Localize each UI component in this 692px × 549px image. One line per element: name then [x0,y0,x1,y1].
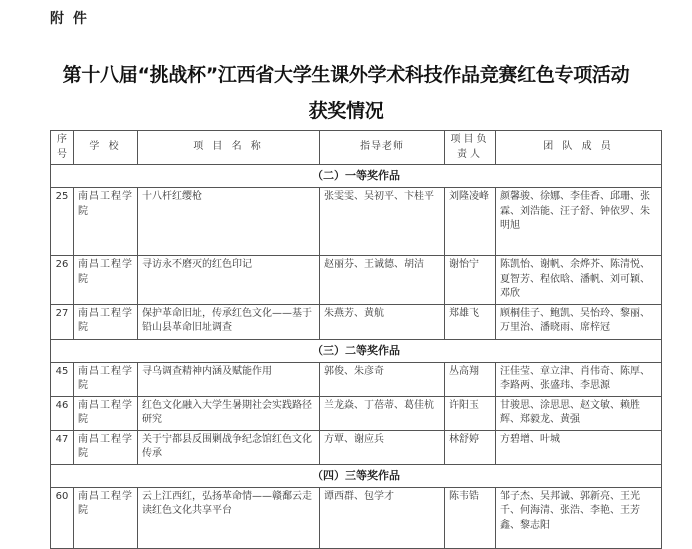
document-title: 第十八届“挑战杯”江西省大学生课外学术科技作品竞赛红色专项活动 [62,64,630,86]
row-no: 45 [51,362,74,396]
row-leader: 刘隆凌峰 [445,188,496,256]
row-advisor: 赵丽芬、王诚德、胡洁 [320,256,445,305]
row-project: 寻乌调查精神内涵及赋能作用 [138,362,320,396]
row-advisor: 方覃、谢应兵 [320,430,445,464]
attachment-label: 附 件 [50,11,89,27]
document-subtitle: 获奖情况 [308,100,384,122]
row-project: 云上江西红，弘扬革命情——赣鄱云走读红色文化共享平台 [138,487,320,548]
header-row [51,131,662,165]
row-project: 关于宁都县反围剿战争纪念馆红色文化传承 [138,430,320,464]
row-leader: 丛高翔 [445,362,496,396]
row-project: 十八杆红缨枪 [138,188,320,256]
row-school: 南昌工程学院 [74,362,138,396]
table-row [51,256,662,305]
row-members: 方碧增、叶城 [496,430,662,464]
row-advisor: 朱燕芳、黄航 [320,304,445,339]
table-row [51,188,662,256]
row-members: 邹子杰、吴邦诚、郭新亮、王光千、何海清、张浩、李艳、王芳鑫、黎志阳 [496,487,662,548]
row-advisor: 郭俊、朱彦奇 [320,362,445,396]
table-row [51,430,662,464]
table-row [51,304,662,339]
header-project: 项 目 名 称 [138,131,320,165]
row-members: 颜馨骏、徐娜、李佳香、邱珊、张霖、刘浩能、汪子舒、钟依罗、朱明旭 [496,188,662,256]
row-school: 南昌工程学院 [74,430,138,464]
row-members: 顾桐佳子、鲍凯、吴怡玲、黎丽、万里治、潘晓雨、席梓冠 [496,304,662,339]
row-leader: 陈韦锆 [445,487,496,548]
table-row [51,396,662,430]
row-project: 保护革命旧址，传承红色文化——基于铅山县革命旧址调查 [138,304,320,339]
row-advisor: 张雯雯、吴初平、卞桂平 [320,188,445,256]
header-members: 团 队 成 员 [496,131,662,165]
table-row [51,487,662,548]
row-members: 甘骏思、涂思思、赵文敏、赖胜辉、郑毅龙、黄强 [496,396,662,430]
row-school: 南昌工程学院 [74,487,138,548]
section-label: （二）一等奖作品 [51,165,662,188]
awards-table [50,130,662,549]
row-school: 南昌工程学院 [74,188,138,256]
section-row-third-prize [51,464,662,487]
row-school: 南昌工程学院 [74,396,138,430]
row-leader: 林舒婷 [445,430,496,464]
row-leader: 谢怡宁 [445,256,496,305]
row-no: 27 [51,304,74,339]
row-advisor: 兰龙焱、丁蓓蒂、葛佳杭 [320,396,445,430]
row-no: 60 [51,487,74,548]
row-members: 陈凯怡、谢帆、余烨芥、陈清悦、夏智芳、程依晗、潘帆、刘可颖、邓欣 [496,256,662,305]
row-no: 26 [51,256,74,305]
header-advisor: 指导老师 [320,131,445,165]
row-no: 25 [51,188,74,256]
row-project: 红色文化融入大学生暑期社会实践路径研究 [138,396,320,430]
header-school: 学 校 [74,131,138,165]
section-row-first-prize [51,165,662,188]
header-no: 序号 [51,131,74,165]
row-school: 南昌工程学院 [74,304,138,339]
header-leader: 项目负责人 [445,131,496,165]
section-row-second-prize [51,339,662,362]
section-label: （四）三等奖作品 [51,464,662,487]
row-members: 汪佳莹、章立津、肖伟奇、陈厚、李路两、张盛玮、李思源 [496,362,662,396]
row-project: 寻访永不磨灭的红色印记 [138,256,320,305]
row-leader: 许阳玉 [445,396,496,430]
table-row [51,362,662,396]
section-label: （三）二等奖作品 [51,339,662,362]
row-advisor: 谭西群、包学才 [320,487,445,548]
row-leader: 郑雄飞 [445,304,496,339]
row-no: 47 [51,430,74,464]
row-school: 南昌工程学院 [74,256,138,305]
row-no: 46 [51,396,74,430]
